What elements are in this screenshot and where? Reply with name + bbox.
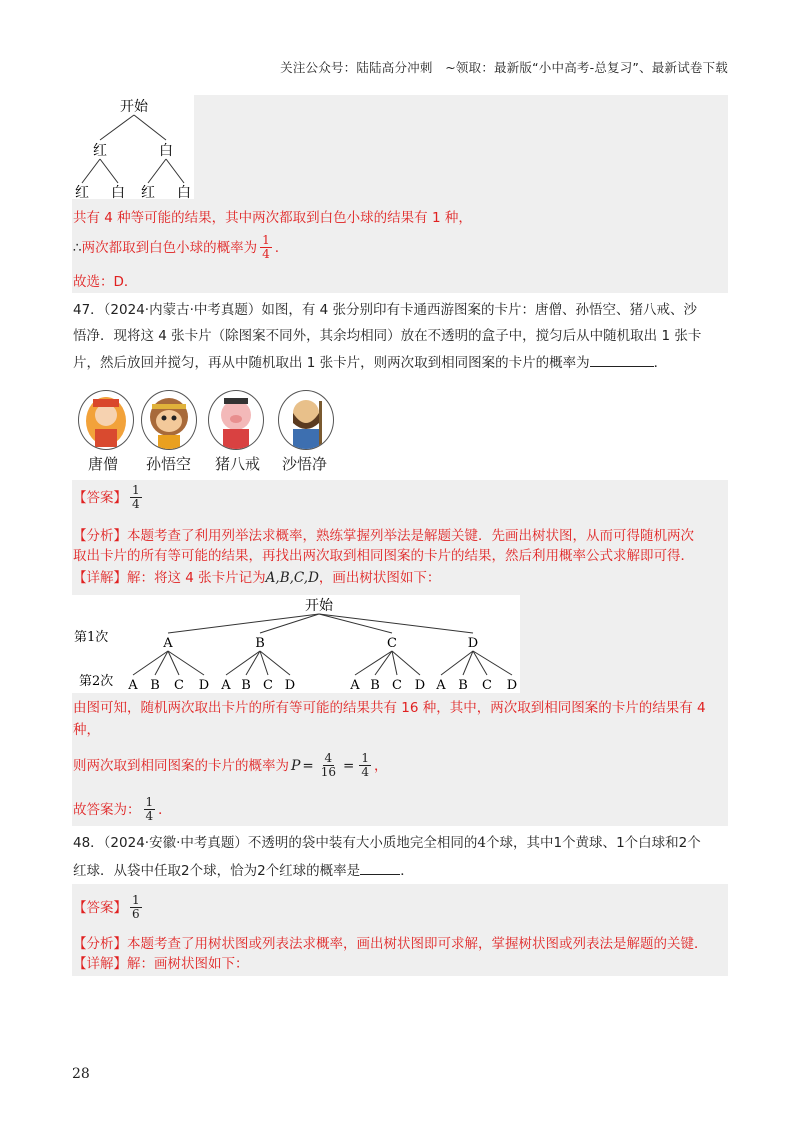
tree1-l2-0: 红 <box>75 185 89 199</box>
tree2-l2: B <box>241 678 251 693</box>
tree2-row1-label: 第1次 <box>74 630 109 645</box>
prev-fraction: $\frac{1}{4}$ <box>262 233 270 261</box>
prev-line-1: 共有 4 种等可能的结果，其中两次都取到白色小球的结果有 1 种， <box>73 210 472 226</box>
tree2-l1-C: C <box>387 636 397 651</box>
char-label-0: 唐僧 <box>88 455 119 473</box>
answer-blank-48 <box>360 860 400 875</box>
prev-line-3: 故选：D． <box>73 274 138 290</box>
tangseng-card-image <box>78 390 134 450</box>
tree2-row2-label: 第2次 <box>79 674 114 689</box>
tree2-l1-D: D <box>467 636 479 651</box>
tree2-l2: B <box>370 678 380 693</box>
tree2-l2: C <box>482 678 492 693</box>
q47-final: 故答案为： $\frac{1}{4}$ ． <box>73 795 172 823</box>
q47-result-2: 种， <box>73 722 100 738</box>
tree2-l2: D <box>414 678 426 693</box>
q47-line-1: 47．（2024·内蒙古·中考真题）如图，有 4 张分别印有卡通西游图案的卡片：唐僧、孙悟空、猪八戒、沙 <box>73 302 698 318</box>
tree2-l2: B <box>458 678 468 693</box>
tree1-l2-3: 白 <box>177 185 191 199</box>
tree2-l2: D <box>198 678 210 693</box>
q47-analysis-2: 取出卡片的所有等可能的结果，再找出两次取到相同图案的卡片的结果，然后利用概率公式求解即可得． <box>73 548 694 564</box>
prev-line-2: ∴ 两次都取到白色小球的概率为 $\frac{1}{4}$ . <box>73 233 280 261</box>
char-label-1: 孙悟空 <box>146 455 192 473</box>
q47-analysis-1: 【分析】本题考查了利用列举法求概率，熟练掌握列举法是解题关键．先画出树状图，从而可得随机两次 <box>73 528 694 544</box>
answer-blank-47 <box>590 352 654 367</box>
tree2-l2: A <box>221 678 231 693</box>
tree2-l2: C <box>174 678 184 693</box>
q47-detail: 【详解】解：将这 4 张卡片记为A,B,C,D，画出树状图如下： <box>73 570 441 586</box>
page-number: 28 <box>72 1066 90 1082</box>
q47-result-1: 由图可知，随机两次取出卡片的所有等可能的结果共有 16 种，其中，两次取到相同图案的卡片的结果有 4 <box>73 700 706 716</box>
q48-line-2: 红球．从袋中任取2个球，恰为2个红球的概率是 ． <box>73 860 414 881</box>
therefore-symbol: ∴ <box>73 239 82 256</box>
tree2-l2: B <box>150 678 160 693</box>
q48-answer: 【答案】 $\frac{1}{6}$ <box>73 893 140 921</box>
tree1-root: 开始 <box>120 99 148 115</box>
tree1-l2-2: 红 <box>141 185 155 199</box>
q47-result-3: 则两次取到相同图案的卡片的概率为 P = $\frac{4}{16}$ = $\frac{1}{4}$ ， <box>73 751 388 779</box>
char-label-3: 沙悟净 <box>282 455 328 473</box>
page-header: 关注公众号：陆陆高分冲刺 ~领取：最新版“小中高考-总复习”、最新试卷下载 <box>280 60 728 75</box>
tree-diagram-2 <box>72 595 520 693</box>
tree2-l2: A <box>436 678 446 693</box>
tree2-l1-A: A <box>163 636 173 651</box>
tree2-l1-B: B <box>255 636 265 651</box>
q48-line-1: 48．（2024·安徽·中考真题）不透明的袋中装有大小质地完全相同的4个球，其中1个黄球、1个白球和2个 <box>73 835 701 851</box>
q47-answer: 【答案】 $\frac{1}{4}$ <box>73 483 140 511</box>
q48-detail: 【详解】解：画树状图如下： <box>73 956 249 972</box>
tree2-l2: D <box>506 678 518 693</box>
shawujing-card-image <box>278 390 334 450</box>
q47-line-2: 悟净．现将这 4 张卡片（除图案不同外，其余均相同）放在不透明的盒子中，搅匀后从中随机取出 1 张卡 <box>73 328 702 344</box>
tree1-l1-0: 红 <box>93 143 107 159</box>
tree2-l2: D <box>284 678 296 693</box>
q47-line-3: 片，然后放回并搅匀，再从中随机取出 1 张卡片，则两次取到相同图案的卡片的概率为 ． <box>73 352 667 373</box>
q48-analysis: 【分析】本题考查了用树状图或列表法求概率，画出树状图即可求解，掌握树状图或列表法是解题的关键． <box>73 936 708 952</box>
zhubajie-card-image <box>208 390 264 450</box>
tree2-root: 开始 <box>305 598 333 614</box>
tree1-l1-1: 白 <box>159 143 173 159</box>
char-label-2: 猪八戒 <box>215 455 261 473</box>
tree2-l2: A <box>128 678 138 693</box>
tree1-l2-1: 白 <box>111 185 125 199</box>
tree2-l2: C <box>263 678 273 693</box>
tree-diagram-1 <box>72 95 194 199</box>
sunwukong-card-image <box>141 390 197 450</box>
tree2-l2: A <box>350 678 360 693</box>
tree2-l2: C <box>392 678 402 693</box>
